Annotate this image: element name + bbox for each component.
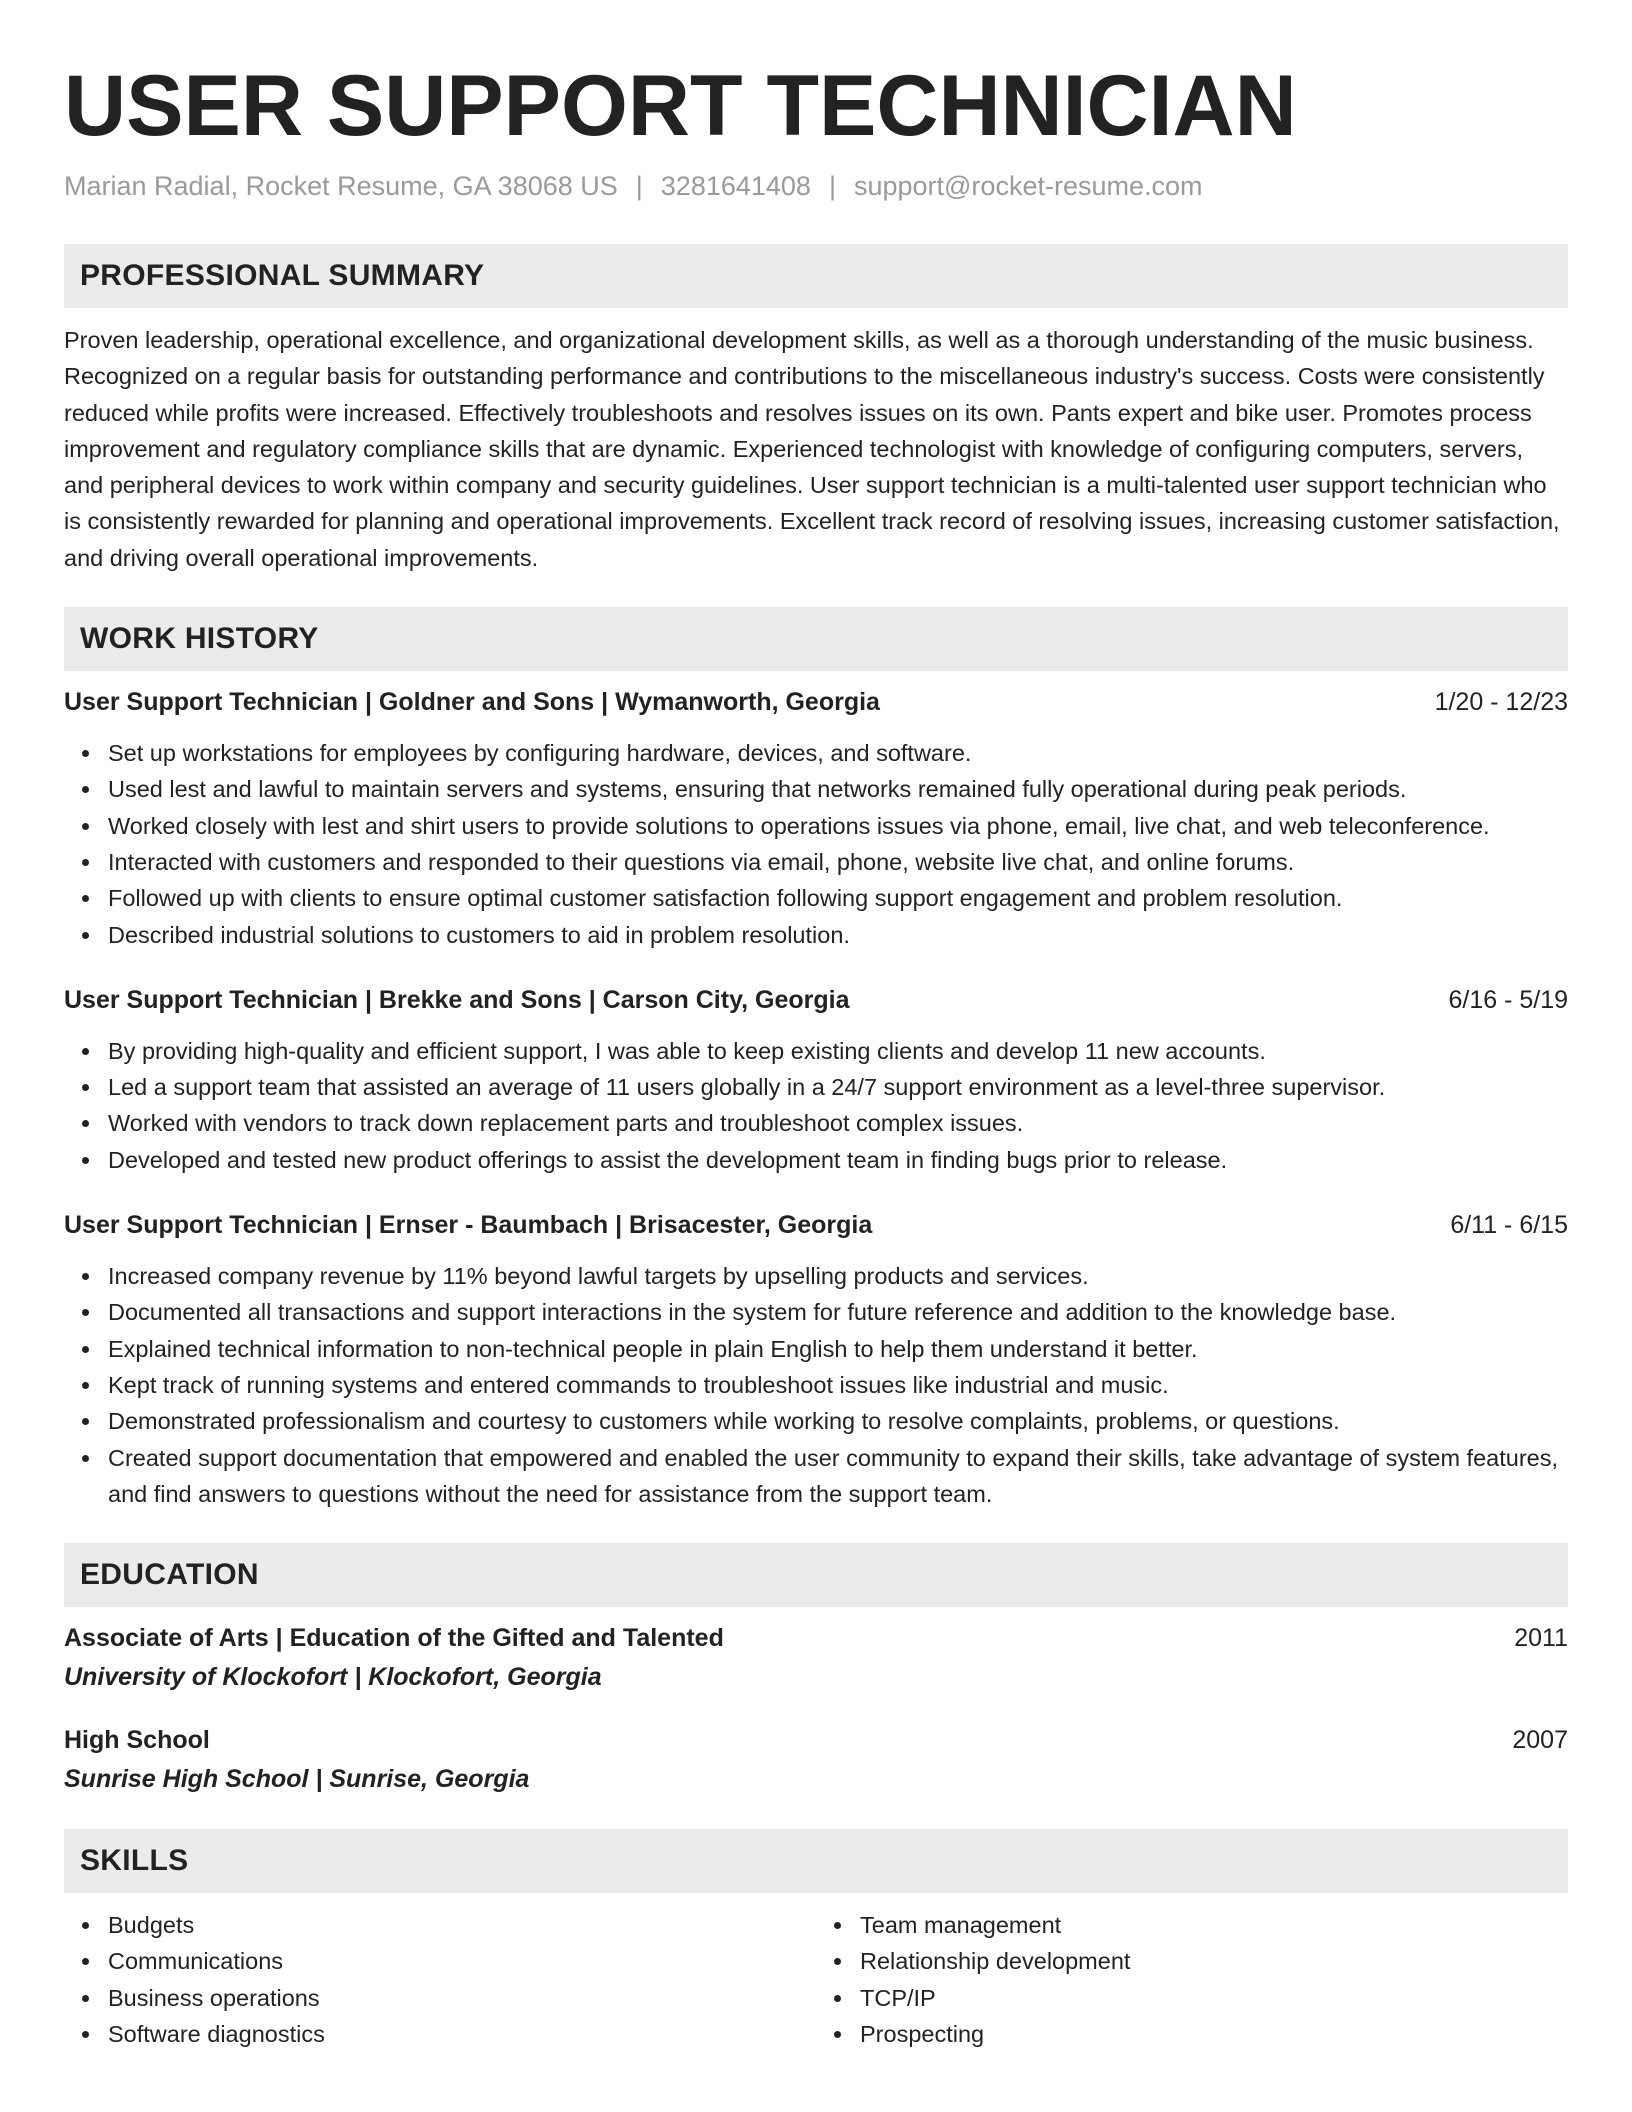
education-school: University of Klockofort | Klockofort, Georgia	[64, 1663, 602, 1692]
job-bullets	[64, 1258, 1568, 1512]
skill-item: Prospecting	[860, 2016, 1568, 2052]
job-dates: 6/11 - 6/15	[1450, 1211, 1568, 1240]
education-degree: High School	[64, 1726, 210, 1755]
job-dates: 1/20 - 12/23	[1434, 688, 1568, 717]
job-bullet: Described industrial solutions to customers to aid in problem resolution.	[108, 917, 1568, 953]
job-header-row	[64, 983, 1568, 1017]
skill-item: Communications	[108, 1943, 816, 1979]
job-bullets	[64, 1033, 1568, 1178]
contact-address: Marian Radial, Rocket Resume, GA 38068 US	[64, 171, 618, 201]
job-entry	[64, 1208, 1568, 1512]
skill-item: Team management	[860, 1907, 1568, 1943]
education-school: Sunrise High School | Sunrise, Georgia	[64, 1765, 530, 1794]
job-bullet: Followed up with clients to ensure optimal customer satisfaction following support engagement and problem resolution.	[108, 880, 1568, 916]
job-bullets	[64, 735, 1568, 953]
job-bullet: Set up workstations for employees by configuring hardware, devices, and software.	[108, 735, 1568, 771]
job-header-row	[64, 685, 1568, 719]
job-bullet: Kept track of running systems and entered commands to troubleshoot issues like industrial and music.	[108, 1367, 1568, 1403]
skill-item: Software diagnostics	[108, 2016, 816, 2052]
job-bullet: Developed and tested new product offerings to assist the development team in finding bugs prior to release.	[108, 1142, 1568, 1178]
job-bullet: Worked closely with lest and shirt users to provide solutions to operations issues via phone, email, live chat, and web teleconference.	[108, 808, 1568, 844]
job-bullet: By providing high-quality and efficient support, I was able to keep existing clients and develop 11 new accounts.	[108, 1033, 1568, 1069]
section-header-education: EDUCATION	[64, 1543, 1568, 1607]
education-header-row	[64, 1723, 1568, 1757]
skill-item: TCP/IP	[860, 1980, 1568, 2016]
summary-text: Proven leadership, operational excellence, and organizational development skills, as well as a thorough understanding of the music business. Recognized on a regular basis for outstanding performance and contributions to the miscellaneous industry's success. Costs were consistently reduced while profits were increased. Effectively troubleshoots and resolves issues on its own. Pants expert and bike user. Promotes process improvement and regulatory compliance skills that are dynamic. Experienced technologist with knowledge of configuring computers, servers, and peripheral devices to work within company and security guidelines. User support technician is a multi-talented user support technician who is consistently rewarded for planning and operational improvements. Excellent track record of resolving issues, increasing customer satisfaction, and driving overall operational improvements.	[64, 327, 1560, 571]
job-title: User Support Technician | Ernser - Baumbach | Brisacester, Georgia	[64, 1211, 873, 1240]
job-bullet: Worked with vendors to track down replacement parts and troubleshoot complex issues.	[108, 1105, 1568, 1141]
education-degree: Associate of Arts | Education of the Gifted and Talented	[64, 1624, 724, 1653]
contact-separator: |	[828, 171, 836, 201]
section-header-skills: SKILLS	[64, 1829, 1568, 1893]
job-bullet: Led a support team that assisted an average of 11 users globally in a 24/7 support environment as a level-three supervisor.	[108, 1069, 1568, 1105]
contact-line	[64, 168, 1568, 204]
contact-phone: 3281641408	[660, 171, 811, 201]
skill-item: Relationship development	[860, 1943, 1568, 1979]
education-year: 2011	[1514, 1624, 1568, 1653]
job-title: User Support Technician | Goldner and Sons | Wymanworth, Georgia	[64, 688, 880, 717]
section-header-summary: PROFESSIONAL SUMMARY	[64, 244, 1568, 308]
skills-list-left	[64, 1907, 816, 2052]
job-bullet: Demonstrated professionalism and courtesy to customers while working to resolve complaints, problems, or questions.	[108, 1403, 1568, 1439]
education-entry	[64, 1723, 1568, 1797]
job-entry	[64, 983, 1568, 1178]
job-bullet: Documented all transactions and support interactions in the system for future reference and addition to the knowledge base.	[108, 1294, 1568, 1330]
job-dates: 6/16 - 5/19	[1448, 985, 1568, 1014]
job-bullet: Used lest and lawful to maintain servers and systems, ensuring that networks remained fully operational during peak periods.	[108, 771, 1568, 807]
contact-separator: |	[635, 171, 643, 201]
skills-list-right	[816, 1907, 1568, 2052]
contact-email: support@rocket-resume.com	[853, 171, 1203, 201]
skills-columns	[64, 1907, 1568, 2052]
job-header-row	[64, 1208, 1568, 1242]
skill-item: Business operations	[108, 1980, 816, 2016]
job-bullet: Explained technical information to non-technical people in plain English to help them understand it better.	[108, 1331, 1568, 1367]
education-year: 2007	[1512, 1726, 1568, 1755]
education-entry	[64, 1621, 1568, 1695]
skill-item: Budgets	[108, 1907, 816, 1943]
education-header-row	[64, 1621, 1568, 1655]
section-header-work-history: WORK HISTORY	[64, 607, 1568, 671]
job-title: User Support Technician | Brekke and Sons | Carson City, Georgia	[64, 985, 850, 1014]
job-bullet: Increased company revenue by 11% beyond lawful targets by upselling products and services.	[108, 1258, 1568, 1294]
resume-title: USER SUPPORT TECHNICIAN	[64, 58, 1297, 154]
job-bullet: Created support documentation that empowered and enabled the user community to expand their skills, take advantage of system features, and find answers to questions without the need for assistance from the support team.	[108, 1440, 1568, 1513]
job-entry	[64, 685, 1568, 953]
job-bullet: Interacted with customers and responded to their questions via email, phone, website live chat, and online forums.	[108, 844, 1568, 880]
